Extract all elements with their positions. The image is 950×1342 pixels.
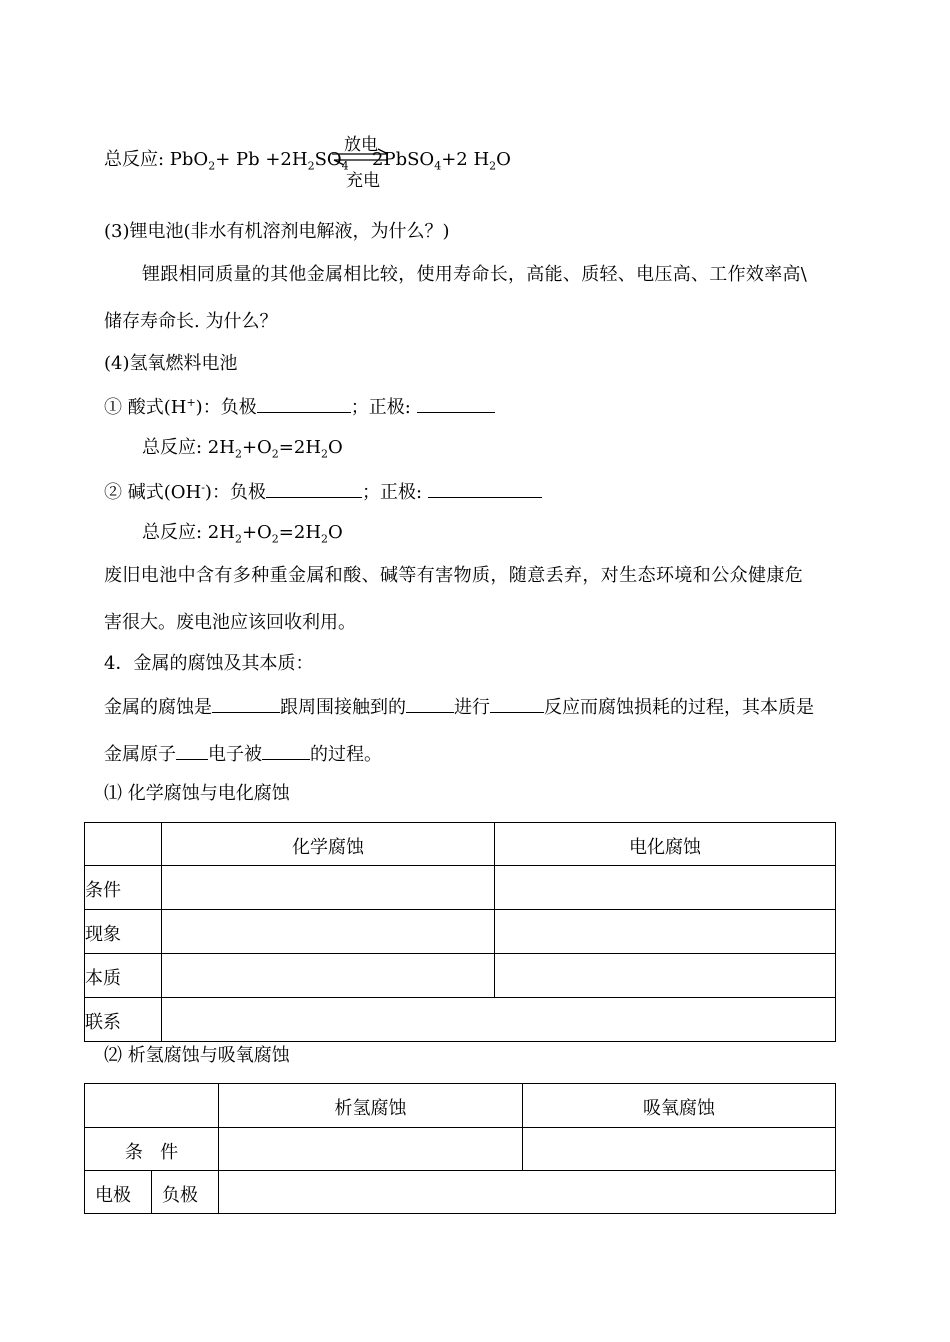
row-label-negative: 负极 [162, 1185, 198, 1206]
sub: 2 [307, 159, 315, 173]
label-text: ；正极: [350, 397, 411, 418]
row-label-cell [85, 998, 162, 1042]
fuel-cell-acid-total [142, 436, 343, 460]
sup: - [201, 481, 205, 494]
row-label-cell [85, 1128, 219, 1171]
table-row [85, 954, 836, 998]
corrosion-blank-5[interactable] [262, 741, 310, 760]
table-header-cell [219, 1084, 523, 1128]
table-cell[interactable] [162, 910, 495, 954]
table-cell[interactable] [219, 1171, 836, 1214]
fuel-cell-base-total [142, 521, 343, 545]
acid-negative-blank[interactable] [257, 394, 351, 413]
sub: 4 [434, 159, 442, 173]
table-row [85, 1171, 836, 1214]
header-electrochemical: 电化腐蚀 [629, 837, 701, 858]
table-header-cell [495, 823, 836, 866]
label-text: 进行 [454, 697, 490, 718]
table-row [85, 866, 836, 910]
subsection-2-heading: ⑵ 析氢腐蚀与吸氧腐蚀 [104, 1045, 290, 1066]
corrosion-blank-4[interactable] [176, 741, 208, 760]
table-row [85, 1128, 836, 1171]
table-corner-cell [85, 823, 162, 866]
row-label-cell [85, 910, 162, 954]
header-chemical: 化学腐蚀 [292, 837, 364, 858]
row-label-electrode: 电极 [95, 1185, 131, 1206]
table-cell[interactable] [162, 866, 495, 910]
arrow-bottom-label: 充电 [346, 171, 380, 191]
lead-acid-total-reaction [104, 148, 349, 172]
corrosion-heading: 4．金属的腐蚀及其本质： [104, 653, 314, 674]
row-label-cell [85, 866, 162, 910]
reaction-text: + Pb +2H [215, 149, 308, 170]
table-header-cell [162, 823, 495, 866]
corrosion-blank-3[interactable] [490, 694, 544, 713]
label-text: +O [241, 437, 272, 458]
header-hydrogen-evolution: 析氢腐蚀 [334, 1098, 407, 1119]
table-cell[interactable] [162, 954, 495, 998]
sub: 2 [208, 159, 216, 173]
sub: 2 [271, 532, 279, 546]
header-oxygen-absorption: 吸氧腐蚀 [643, 1098, 715, 1119]
label-text: =2H [278, 437, 322, 458]
sup: + [186, 396, 196, 409]
sub: 2 [321, 447, 329, 461]
table-cell[interactable] [495, 866, 836, 910]
table-corner-cell [85, 1084, 219, 1128]
table-cell[interactable] [495, 910, 836, 954]
table-row [85, 1084, 836, 1128]
table-cell[interactable] [495, 954, 836, 998]
label-text: ；正极: [361, 482, 423, 503]
corrosion-blank-2[interactable] [406, 694, 454, 713]
waste-paragraph-line2: 害很大。废电池应该回收利用。 [104, 612, 356, 633]
label-text: +O [241, 522, 272, 543]
lithium-paragraph-line2: 储存寿命长. 为什么？ [104, 311, 278, 332]
row-label-phenomenon: 现象 [85, 924, 121, 945]
lead-acid-products [372, 148, 511, 172]
fuel-cell-heading: (4)氢氧燃料电池 [104, 353, 238, 374]
sub: 2 [489, 159, 497, 173]
label-text: 电子被 [208, 744, 262, 765]
lithium-paragraph-line1: 锂跟相同质量的其他金属相比较，使用寿命长，高能、质轻、电压高、工作效率高\ [142, 264, 808, 285]
row-label-cell [152, 1171, 219, 1214]
table-row [85, 910, 836, 954]
fuel-cell-acid-line [104, 394, 495, 420]
table-chemical-vs-electrochemical [84, 822, 836, 1042]
table-row [85, 823, 836, 866]
sub: 2 [271, 447, 279, 461]
label-text: )：负极 [195, 397, 257, 418]
sub: 2 [321, 532, 329, 546]
row-label-relation: 联系 [85, 1012, 121, 1033]
label-text: ① 酸式(H [104, 397, 187, 418]
label-text: 跟周围接触到的 [280, 697, 406, 718]
row-label-condition: 条 件 [124, 1142, 179, 1163]
fuel-cell-base-line [104, 479, 542, 505]
label-text: 总反应: 2H [142, 437, 235, 458]
label-text: O [328, 522, 343, 543]
table-row [85, 998, 836, 1042]
table-hydrogen-vs-oxygen [84, 1083, 836, 1214]
sub: 2 [234, 532, 242, 546]
reaction-text: O [496, 149, 511, 170]
table-cell[interactable] [219, 1128, 523, 1171]
label-text: ② 碱式(OH [104, 482, 202, 503]
label-text: 反应而腐蚀损耗的过程，其本质是 [544, 697, 814, 718]
label-text: )：负极 [204, 482, 266, 503]
row-label-cell [85, 1171, 152, 1214]
reaction-text: 2PbSO [372, 149, 435, 170]
table-header-cell [523, 1084, 836, 1128]
acid-positive-blank[interactable] [417, 394, 495, 413]
label-text: 金属原子 [104, 744, 176, 765]
table-cell[interactable] [523, 1128, 836, 1171]
base-positive-blank[interactable] [428, 479, 542, 498]
table-cell[interactable] [162, 998, 836, 1042]
row-label-cell [85, 954, 162, 998]
row-label-condition: 条件 [85, 880, 121, 901]
reaction-text: +2 H [441, 149, 490, 170]
label-text: 金属的腐蚀是 [104, 697, 212, 718]
corrosion-line1 [104, 694, 814, 720]
label-text: 的过程。 [310, 744, 382, 765]
base-negative-blank[interactable] [266, 479, 362, 498]
label-text: =2H [278, 522, 322, 543]
lithium-heading: (3)锂电池(非水有机溶剂电解液，为什么？) [104, 221, 450, 242]
sub: 2 [234, 447, 242, 461]
label-text: O [328, 437, 343, 458]
row-label-essence: 本质 [85, 968, 121, 989]
sub: 4 [341, 159, 349, 173]
subsection-1-heading: ⑴ 化学腐蚀与电化腐蚀 [104, 783, 290, 804]
corrosion-line2 [104, 741, 382, 767]
reaction-text: SO [314, 149, 342, 170]
corrosion-blank-1[interactable] [212, 694, 280, 713]
arrow-top-label: 放电 [344, 135, 378, 155]
reaction-text: 总反应: PbO [104, 149, 209, 170]
waste-paragraph-line1: 废旧电池中含有多种重金属和酸、碱等有害物质，随意丢弃，对生态环境和公众健康危 [104, 565, 804, 586]
label-text: 总反应: 2H [142, 522, 235, 543]
